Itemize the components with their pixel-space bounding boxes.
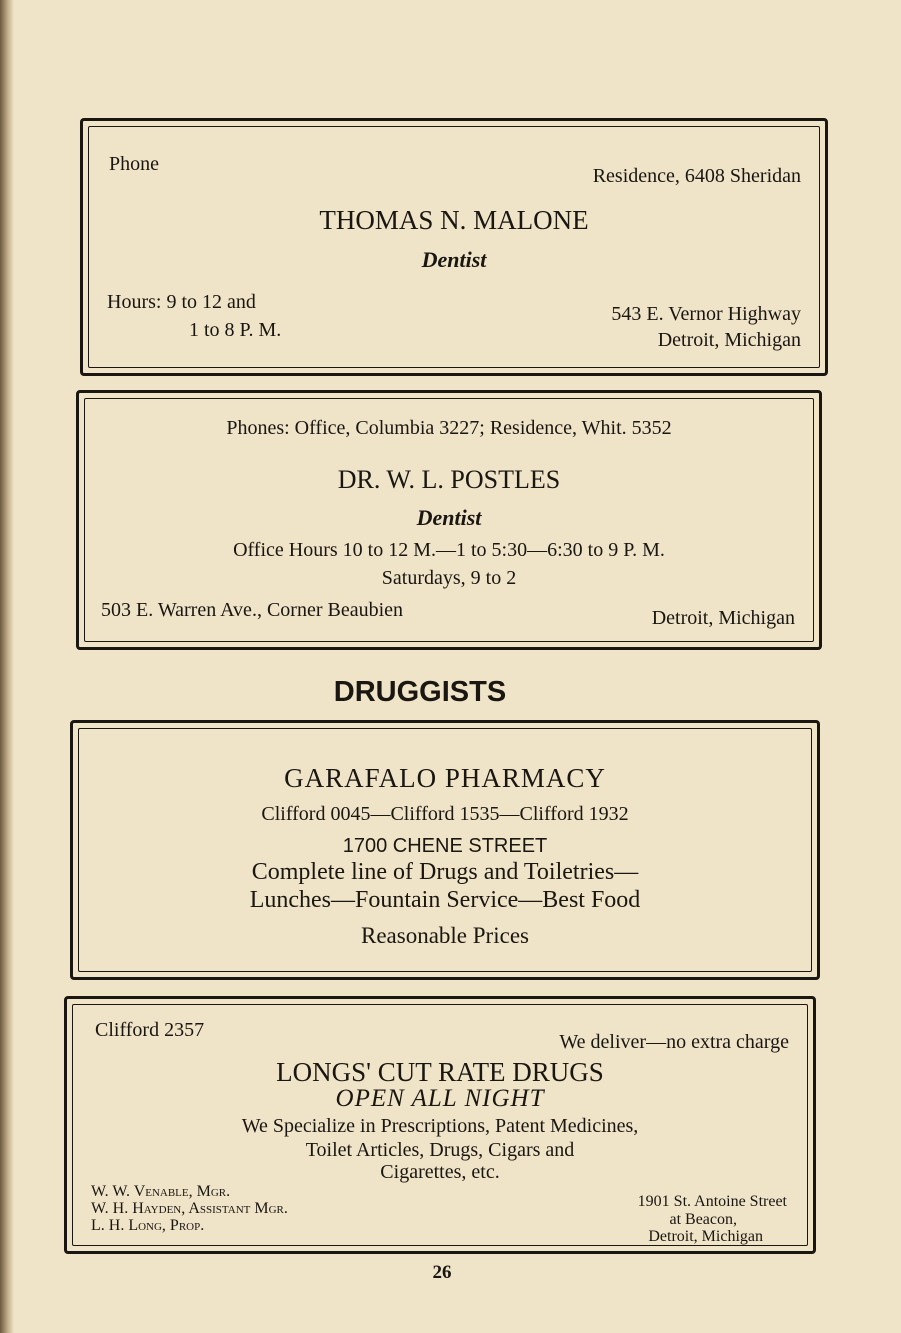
saturday-hours: Saturdays, 9 to 2 <box>381 567 517 589</box>
address-line-2: Detroit, Michigan <box>657 329 801 351</box>
ad-garafalo-pharmacy <box>70 720 820 980</box>
hours-line-2: 1 to 8 P. M. <box>189 319 282 341</box>
staff-long: L. H. Long, Prop. <box>91 1217 205 1234</box>
city: Detroit, Michigan <box>651 607 795 629</box>
prices-text: Reasonable Prices <box>361 923 529 948</box>
specialty-line-1: We Specialize in Prescriptions, Patent Medicines, <box>241 1115 639 1137</box>
staff-venable: W. W. Venable, Mgr. <box>91 1183 231 1200</box>
specialty-line-3: Cigarettes, etc. <box>380 1161 500 1183</box>
address-line-1: 543 E. Vernor Highway <box>611 303 801 325</box>
specialty-line-2: Toilet Articles, Drugs, Cigars and <box>305 1139 575 1161</box>
dentist-name: DR. W. L. POSTLES <box>337 465 561 494</box>
dentist-name: THOMAS N. MALONE <box>319 205 589 235</box>
delivery-note: We deliver—no extra charge <box>559 1031 789 1053</box>
hours-line-1: Hours: 9 to 12 and <box>107 291 256 313</box>
pharmacy-name: GARAFALO PHARMACY <box>284 763 606 793</box>
service-line-1: Complete line of Drugs and Toiletries— <box>251 859 639 885</box>
phones-text: Phones: Office, Columbia 3227; Residence, Whit. 5352 <box>226 417 672 439</box>
profession: Dentist <box>416 505 482 530</box>
staff-hayden: W. H. Hayden, Assistant Mgr. <box>91 1200 288 1217</box>
service-line-2: Lunches—Fountain Service—Best Food <box>249 887 641 913</box>
residence-text: Residence, 6408 Sheridan <box>592 165 801 187</box>
book-spine-edge <box>0 0 14 1333</box>
section-heading: DRUGGISTS <box>333 676 507 708</box>
phone-numbers: Clifford 0045—Clifford 1535—Clifford 1932 <box>261 803 629 825</box>
ad-wl-postles <box>76 390 822 650</box>
store-name: LONGS' CUT RATE DRUGS <box>276 1057 604 1087</box>
ad-longs-cut-rate-drugs <box>64 996 816 1254</box>
address-line-1: 1901 St. Antoine Street <box>637 1193 787 1210</box>
ad-thomas-malone <box>80 118 828 376</box>
address-line-3: Detroit, Michigan <box>648 1228 763 1245</box>
phone-number: Clifford 2357 <box>95 1019 205 1041</box>
page-number: 26 <box>432 1262 452 1283</box>
phone-label: Phone <box>109 153 159 175</box>
street-address: 1700 CHENE STREET <box>342 835 548 857</box>
profession: Dentist <box>421 247 487 272</box>
office-hours: Office Hours 10 to 12 M.—1 to 5:30—6:30 to 9 P. M. <box>233 539 665 561</box>
tagline: OPEN ALL NIGHT <box>335 1085 545 1112</box>
street-address: 503 E. Warren Ave., Corner Beaubien <box>101 599 404 621</box>
address-line-2: at Beacon, <box>669 1211 737 1228</box>
